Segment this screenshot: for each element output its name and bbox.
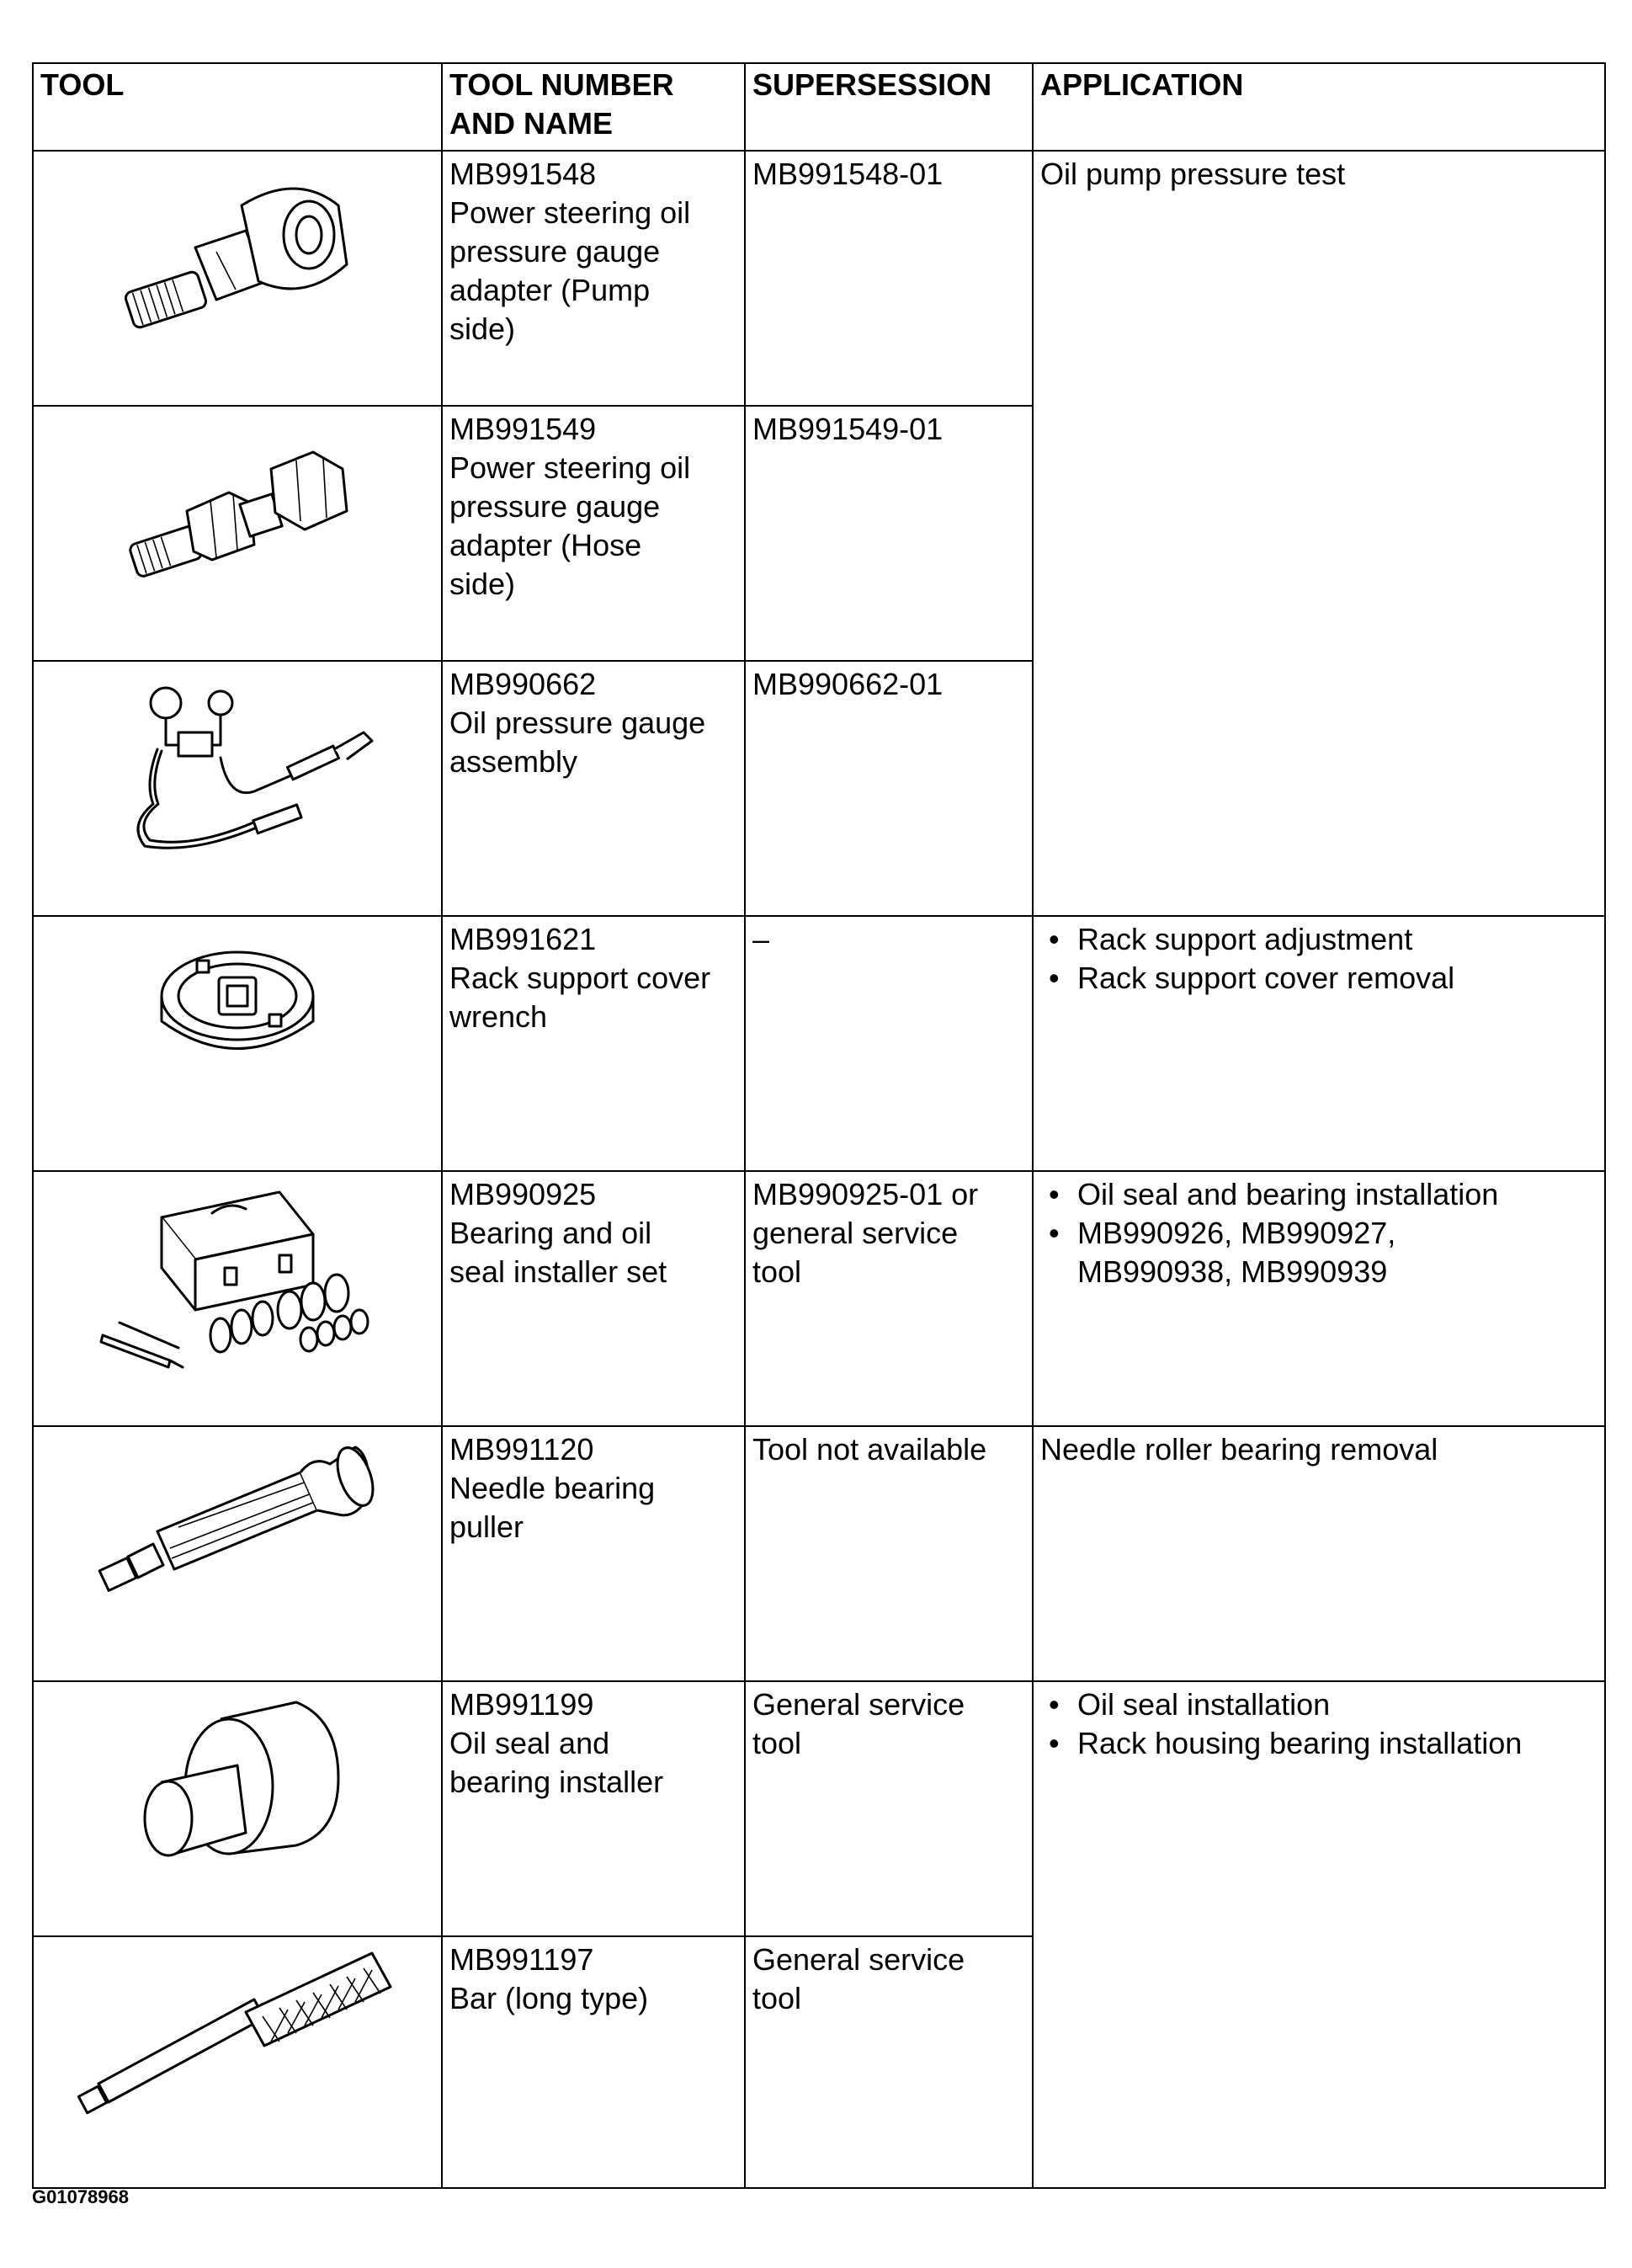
installer-set-icon <box>69 1175 406 1377</box>
supersession-line: MB990662-01 <box>752 667 944 701</box>
supersession-line: – <box>752 922 770 956</box>
hose-side-adapter-icon <box>103 410 372 604</box>
table-row <box>33 1171 1605 1426</box>
table-row <box>33 151 1605 406</box>
application-cell <box>1033 916 1605 1171</box>
supersession-line: general service <box>752 1216 959 1250</box>
supersession-cell <box>745 1171 1033 1426</box>
tool-number: MB991621 <box>449 922 597 956</box>
supersession-line: General service <box>752 1942 965 1977</box>
tool-name-line: adapter (Pump <box>449 273 651 307</box>
tool-name-line: Oil seal and <box>449 1726 610 1760</box>
tool-number: MB991197 <box>449 1942 594 1977</box>
tool-name-line: Needle bearing <box>449 1471 656 1505</box>
application-cell <box>1033 1426 1605 1681</box>
tool-name-line: Power steering oil <box>449 450 691 485</box>
rack-support-wrench-icon <box>136 920 338 1089</box>
application-cell <box>1033 1681 1605 2188</box>
tool-name-line: Oil pressure gauge <box>449 705 706 740</box>
header-application: APPLICATION <box>1033 63 1605 151</box>
needle-bearing-puller-icon <box>77 1430 397 1624</box>
supersession-cell <box>745 1681 1033 1936</box>
header-tool-number-line: TOOL NUMBER <box>449 67 674 102</box>
tool-number-cell <box>442 151 745 406</box>
tool-number: MB990925 <box>449 1177 597 1211</box>
tool-number-cell <box>442 1426 745 1681</box>
supersession-line: tool <box>752 1726 802 1760</box>
pressure-gauge-assembly-icon <box>94 665 380 867</box>
supersession-cell <box>745 406 1033 661</box>
tool-number-cell <box>442 916 745 1171</box>
application-item: • Rack housing bearing installation <box>1077 1724 1597 1763</box>
tool-number: MB991120 <box>449 1432 594 1467</box>
tool-name-line: seal installer set <box>449 1254 667 1289</box>
tool-image-cell <box>33 1171 442 1426</box>
tool-image-cell <box>33 1936 442 2188</box>
application-cell <box>1033 151 1605 916</box>
oil-seal-installer-icon <box>111 1685 364 1879</box>
pump-side-adapter-icon <box>103 155 372 349</box>
application-item-line: MB990938, MB990939 <box>1077 1254 1388 1289</box>
supersession-cell <box>745 151 1033 406</box>
tool-number-cell <box>442 406 745 661</box>
tool-number-cell <box>442 661 745 916</box>
application-cell <box>1033 1171 1605 1426</box>
tool-name-line: pressure gauge <box>449 234 661 269</box>
application-list <box>1040 920 1597 998</box>
tool-name-line: wrench <box>449 999 548 1034</box>
header-supersession: SUPERSESSION <box>745 63 1033 151</box>
tool-number-cell <box>442 1171 745 1426</box>
supersession-cell <box>745 1426 1033 1681</box>
application-list <box>1040 1175 1597 1291</box>
tool-name-line: bearing installer <box>449 1765 664 1799</box>
tool-image-cell <box>33 406 442 661</box>
tool-name-line: side) <box>449 567 516 601</box>
application-item: • Rack support cover removal <box>1077 959 1597 998</box>
application-item: • Oil seal and bearing installation <box>1077 1175 1597 1214</box>
tool-image-cell <box>33 1681 442 1936</box>
application-list <box>1040 1685 1597 1763</box>
header-tool: TOOL <box>33 63 442 151</box>
supersession-line: MB991549-01 <box>752 412 944 446</box>
supersession-line: tool <box>752 1981 802 2015</box>
table-header-row <box>33 63 1605 151</box>
supersession-cell <box>745 661 1033 916</box>
application-text: Needle roller bearing removal <box>1040 1432 1438 1467</box>
table-row <box>33 1681 1605 1936</box>
supersession-line: MB991548-01 <box>752 157 944 191</box>
tool-name-line: assembly <box>449 744 578 779</box>
tool-image-cell <box>33 1426 442 1681</box>
supersession-line: MB990925-01 or <box>752 1177 979 1211</box>
tool-name-line: Rack support cover <box>449 961 711 995</box>
tool-name-line: Bar (long type) <box>449 1981 649 2015</box>
application-item-line: • MB990926, MB990927, <box>1077 1216 1396 1250</box>
tool-image-cell <box>33 151 442 406</box>
application-item: • Rack support adjustment <box>1077 920 1597 959</box>
application-item <box>1077 1214 1597 1291</box>
tool-number: MB991549 <box>449 412 597 446</box>
table-row <box>33 1426 1605 1681</box>
supersession-line: Tool not available <box>752 1432 987 1467</box>
supersession-line: tool <box>752 1254 802 1289</box>
tool-name-line: side) <box>449 311 516 346</box>
tool-image-cell <box>33 661 442 916</box>
tool-name-line: pressure gauge <box>449 489 661 524</box>
tool-number-cell <box>442 1936 745 2188</box>
tool-number-cell <box>442 1681 745 1936</box>
tool-number: MB991548 <box>449 157 597 191</box>
supersession-line: General service <box>752 1687 965 1722</box>
tool-number: MB990662 <box>449 667 597 701</box>
supersession-cell <box>745 1936 1033 2188</box>
tool-number: MB991199 <box>449 1687 594 1722</box>
supersession-cell <box>745 916 1033 1171</box>
tool-image-cell <box>33 916 442 1171</box>
tool-name-line: Power steering oil <box>449 195 691 230</box>
header-tool-number-line: AND NAME <box>449 106 613 141</box>
table-row <box>33 916 1605 1171</box>
long-bar-icon <box>61 1941 414 2134</box>
application-text: Oil pump pressure test <box>1040 157 1346 191</box>
application-item: • Oil seal installation <box>1077 1685 1597 1724</box>
tool-name-line: puller <box>449 1509 524 1544</box>
tool-name-line: adapter (Hose <box>449 528 642 562</box>
header-tool-number <box>442 63 745 151</box>
special-tools-table <box>32 62 1606 2189</box>
figure-id: G01078968 <box>32 2186 129 2207</box>
tool-name-line: Bearing and oil <box>449 1216 652 1250</box>
